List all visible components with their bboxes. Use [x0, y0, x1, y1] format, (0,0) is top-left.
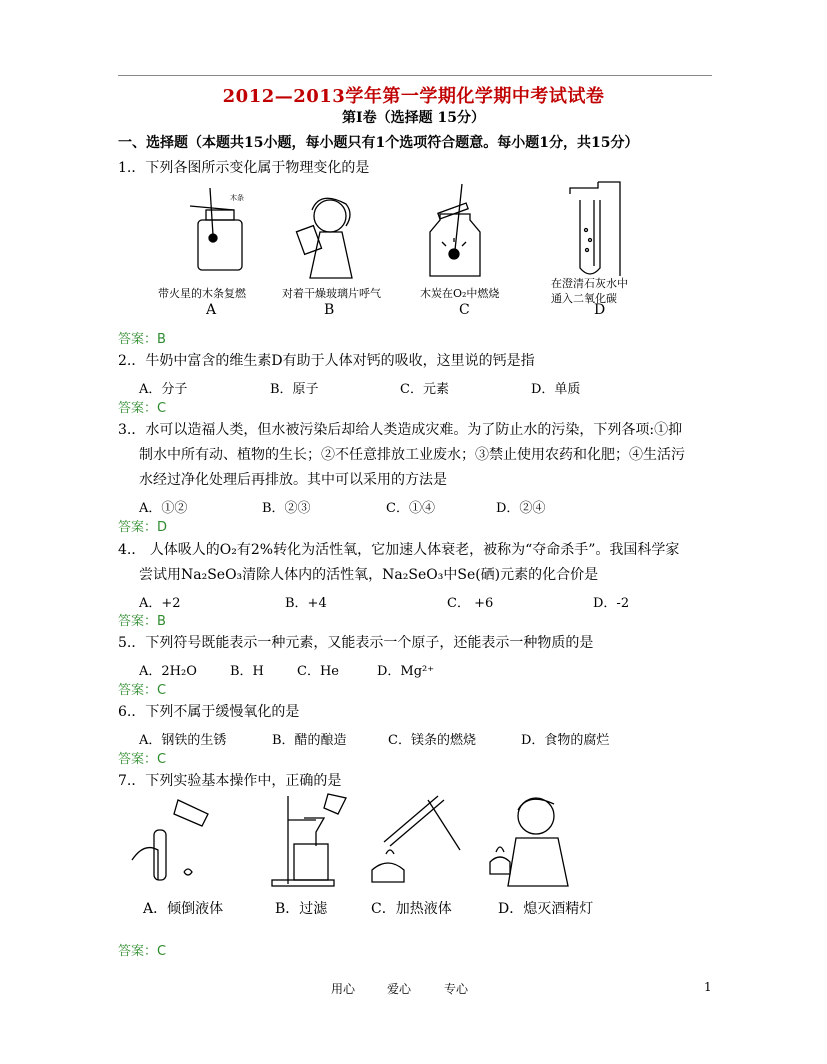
q5-option-c: C．He: [297, 664, 339, 679]
q7-option-d: D．熄灭酒精灯: [498, 901, 594, 917]
q3-option-a: A．①②: [139, 501, 188, 516]
q7-option-c: C．加热液体: [371, 901, 452, 917]
q1-letter-a: A: [206, 302, 217, 318]
q6-option-b: B．醋的酿造: [272, 733, 347, 748]
q5-option-b: B．H: [230, 664, 264, 679]
q6-option-a: A．钢铁的生锈: [139, 733, 227, 748]
q2-answer: 答案：C: [118, 401, 167, 416]
question-4-line1: 4.． 人体吸人的O₂有2%转化为活性氧，它加速人体衰老，被称为“夺命杀手”。我国科学家: [118, 542, 680, 558]
q6-option-d: D．食物的腐烂: [521, 733, 610, 748]
footer-item-3: 专心: [444, 982, 469, 996]
figure-d-boy-lamp: [490, 798, 568, 886]
figure-d-test-tube: [570, 182, 620, 276]
question-2-stem: 2.．牛奶中富含的维生素D有助于人体对钙的吸收，这里说的钙是指: [118, 353, 535, 369]
question-7-figure: [128, 790, 608, 890]
q3-option-b: B．②③: [262, 501, 311, 516]
q7-option-a: A．倾倒液体: [143, 901, 224, 917]
figure-c-charcoal-bottle: [430, 184, 480, 276]
q2-option-c: C．元素: [400, 382, 449, 397]
question-7-stem: 7.．下列实验基本操作中，正确的是: [118, 773, 342, 789]
question-1-stem: 1.．下列各图所示变化属于物理变化的是: [118, 160, 370, 176]
figure-b-girl-glass: [296, 198, 352, 278]
q1-caption-d-line2: 通入二氧化碳: [551, 292, 617, 305]
q1-caption-a: 带火星的木条复燃: [158, 287, 246, 300]
q7-answer: 答案：C: [118, 944, 167, 959]
figure-b-filtration: [272, 794, 346, 886]
q2-option-d: D．单质: [531, 382, 581, 397]
q4-option-c: C． +6: [447, 596, 494, 611]
figure-c-heating: [372, 796, 460, 882]
svg-text:木条: 木条: [230, 194, 244, 202]
q4-option-d: D．-2: [593, 596, 630, 611]
q1-caption-c: 木炭在O₂中燃烧: [420, 287, 500, 300]
figure-a-pouring: [132, 800, 208, 880]
q1-letter-b: B: [324, 302, 335, 318]
question-4-line2: 尝试用Na₂SeO₃清除人体内的活性氧，Na₂SeO₃中Se(硒)元素的化合价是: [139, 567, 599, 583]
page-subtitle: 第Ⅰ卷（选择题 15分）: [342, 110, 485, 126]
q5-answer: 答案：C: [118, 683, 167, 698]
q2-option-a: A．分子: [139, 382, 188, 397]
q1-caption-b: 对着干燥玻璃片呼气: [282, 287, 381, 300]
q5-option-a: A．2H₂O: [139, 664, 197, 679]
q5-option-d: D．Mg²⁺: [377, 664, 435, 679]
figure-a-splint-bottle: [190, 188, 244, 270]
q4-option-b: B．+4: [285, 596, 327, 611]
page-number: 1: [704, 980, 712, 994]
question-3-line1: 3.．水可以造福人类，但水被污染后却给人类造成灾难。为了防止水的污染，下列各项:①抑: [118, 422, 683, 438]
question-6-stem: 6.．下列不属于缓慢氧化的是: [118, 704, 300, 720]
q3-option-c: C．①④: [386, 501, 435, 516]
footer-item-1: 用心: [331, 982, 356, 996]
page-title: 2012—2013学年第一学期化学期中考试试卷: [222, 86, 605, 107]
q1-caption-d-line1: 在澄清石灰水中: [551, 277, 628, 290]
q6-answer: 答案：C: [118, 752, 167, 767]
question-5-stem: 5.．下列符号既能表示一种元素，又能表示一个原子，还能表示一种物质的是: [118, 635, 594, 651]
q6-option-c: C．镁条的燃烧: [388, 733, 476, 748]
q4-option-a: A．+2: [139, 596, 181, 611]
q3-answer: 答案：D: [118, 520, 168, 535]
q1-answer: 答案：B: [118, 332, 166, 347]
header-rule: [118, 75, 712, 76]
section-heading: 一、选择题（本题共15小题，每小题只有1个选项符合题意。每小题1分，共15分）: [118, 135, 639, 151]
question-3-line2: 制水中所有动、植物的生长；②不任意排放工业废水；③禁止使用农药和化肥；④生活污: [139, 447, 685, 463]
q4-answer: 答案：B: [118, 614, 166, 629]
question-7-illustrations: [128, 790, 608, 890]
q1-letter-c: C: [459, 302, 470, 318]
question-3-line3: 水经过净化处理后再排放。其中可以采用的方法是: [139, 472, 447, 488]
q2-option-b: B．原子: [270, 382, 319, 397]
footer-item-2: 爱心: [387, 982, 412, 996]
q7-option-b: B．过滤: [275, 901, 328, 917]
q3-option-d: D．②④: [496, 501, 546, 516]
q1-letter-d: D: [594, 302, 606, 318]
